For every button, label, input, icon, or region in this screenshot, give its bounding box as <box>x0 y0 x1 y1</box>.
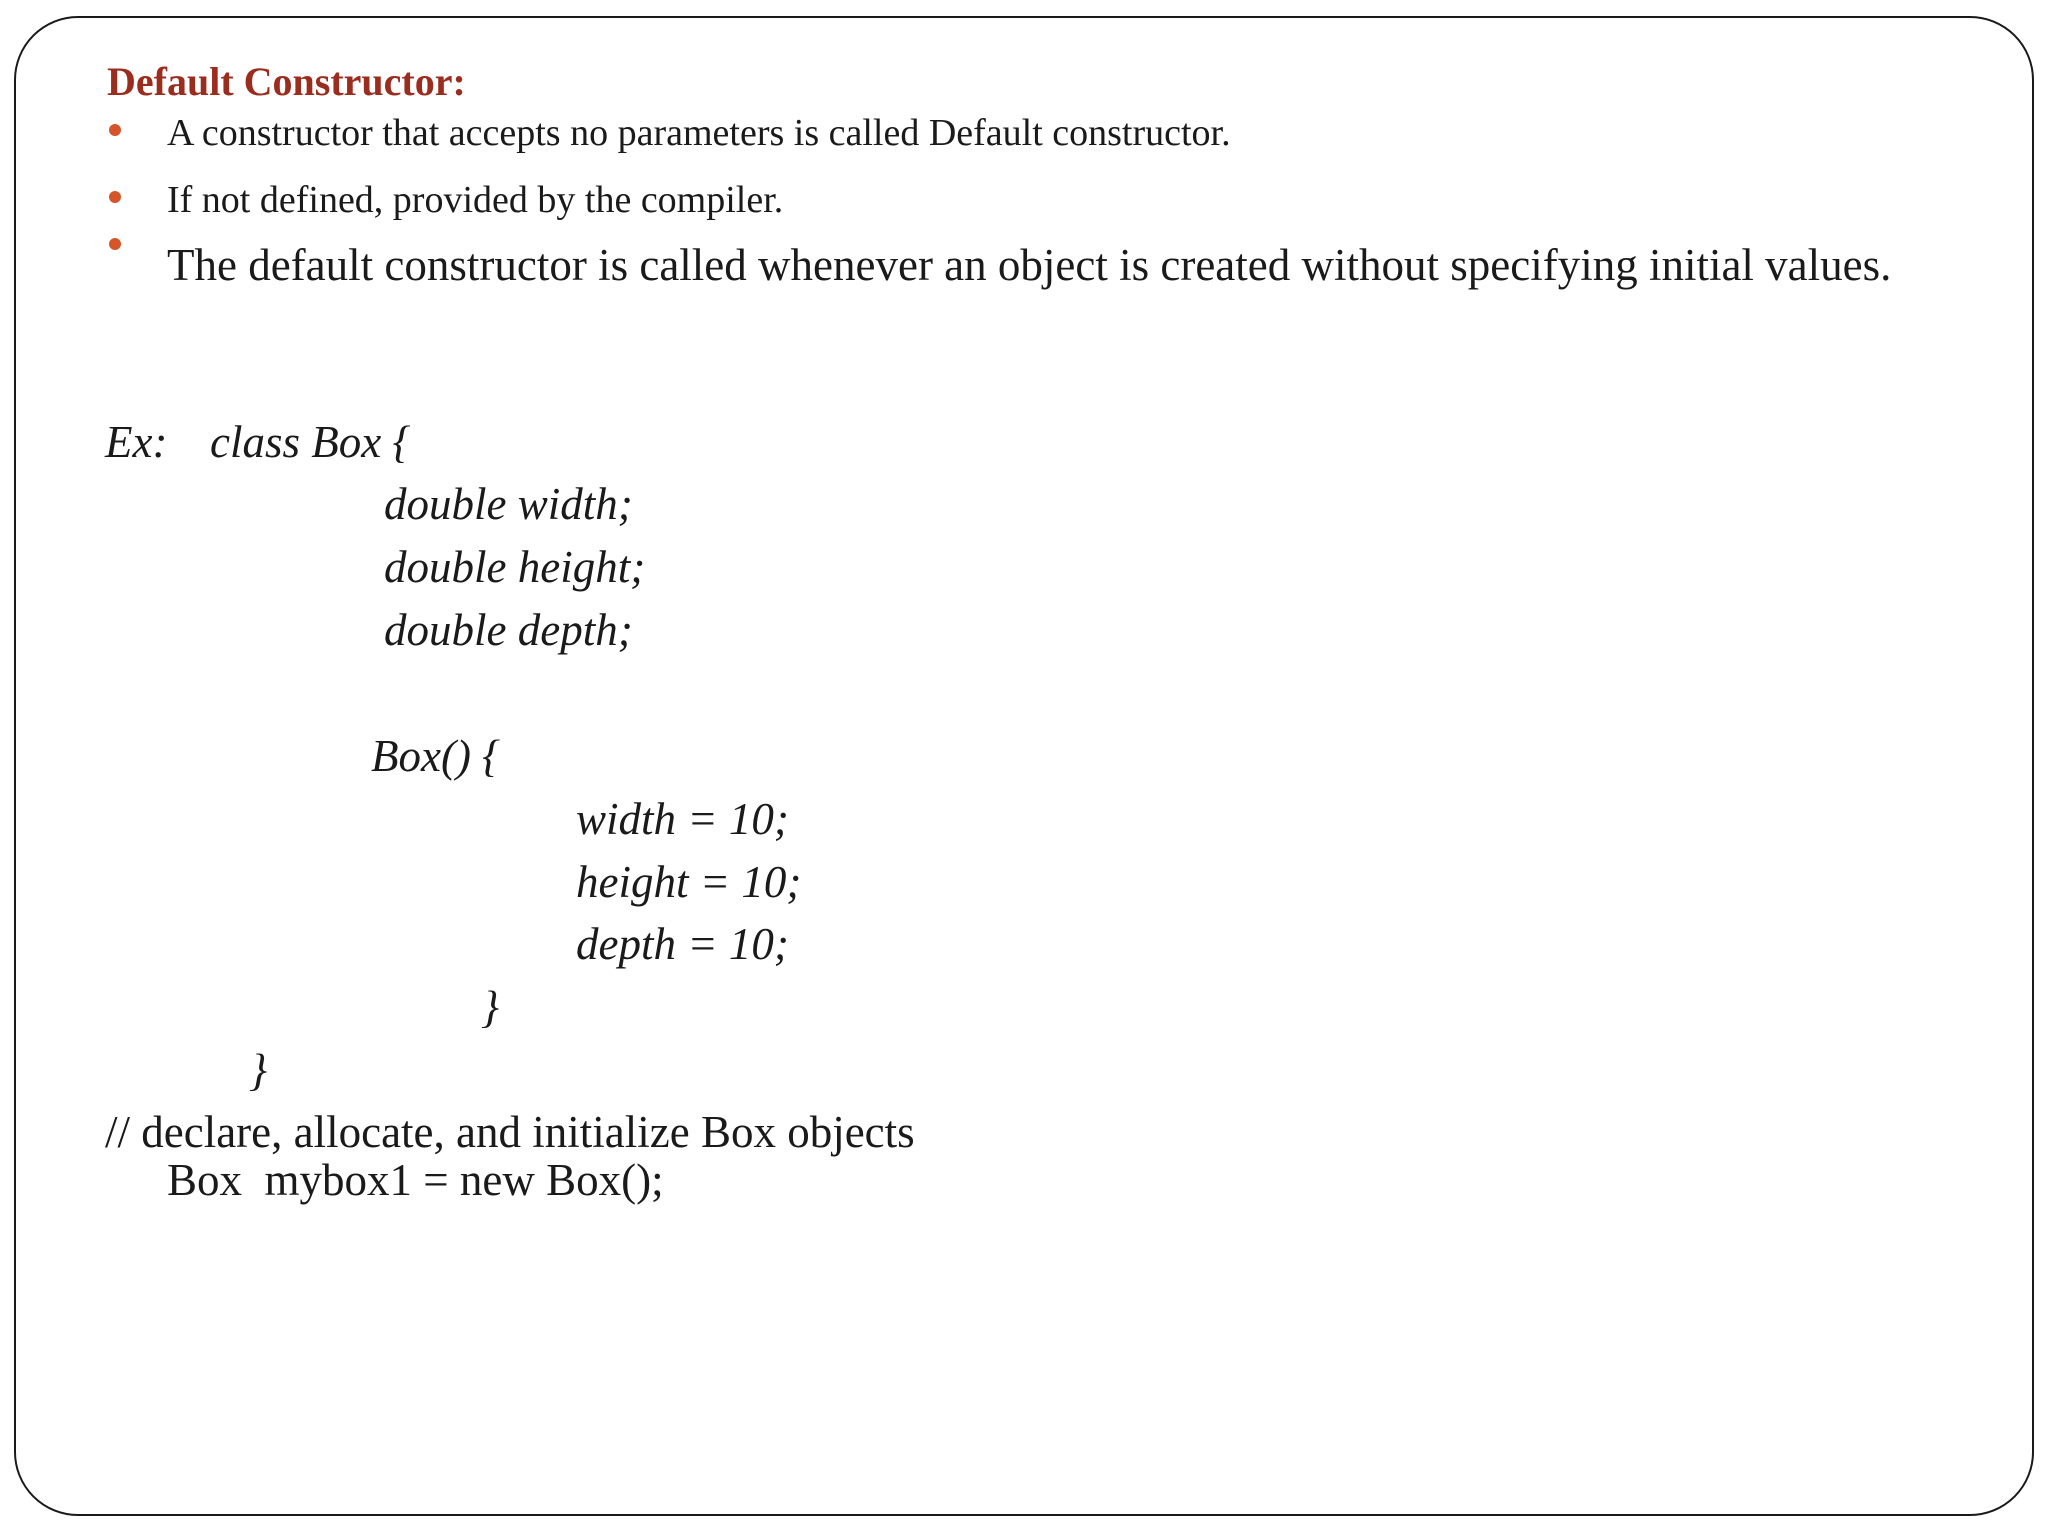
bullet-item <box>107 177 1957 244</box>
bullet-item <box>107 110 1957 177</box>
bullet-text: A constructor that accepts no parameters is called Default constructor. <box>167 112 1231 154</box>
bullet-dot-icon <box>109 124 121 136</box>
bullet-text: If not defined, provided by the compiler. <box>167 179 784 221</box>
bullet-text: The default constructor is called whenever an object is created without specifying initial values. <box>167 240 1892 290</box>
bullet-list <box>107 110 1957 290</box>
code-line-assign-width: width = 10; <box>576 794 789 844</box>
bullet-dot-icon <box>109 238 121 250</box>
comment-line: // declare, allocate, and initialize Box objects <box>105 1107 915 1157</box>
code-line-width: double width; <box>384 479 633 529</box>
code-line-assign-height: height = 10; <box>576 857 802 907</box>
code-line-close-class: } <box>249 1045 267 1095</box>
example-prefix: Ex: <box>105 417 168 467</box>
code-line-class: class Box { <box>210 417 411 467</box>
code-line-height: double height; <box>384 542 646 592</box>
code-line-assign-depth: depth = 10; <box>576 919 789 969</box>
bullet-item <box>107 242 2017 289</box>
code-line-constructor: Box() { <box>371 731 501 781</box>
code-line-depth: double depth; <box>384 605 633 655</box>
statement-line: Box mybox1 = new Box(); <box>167 1155 664 1205</box>
code-line-close-constructor: } <box>481 982 499 1032</box>
bullet-dot-icon <box>109 191 121 203</box>
slide-heading: Default Constructor: <box>107 59 466 104</box>
